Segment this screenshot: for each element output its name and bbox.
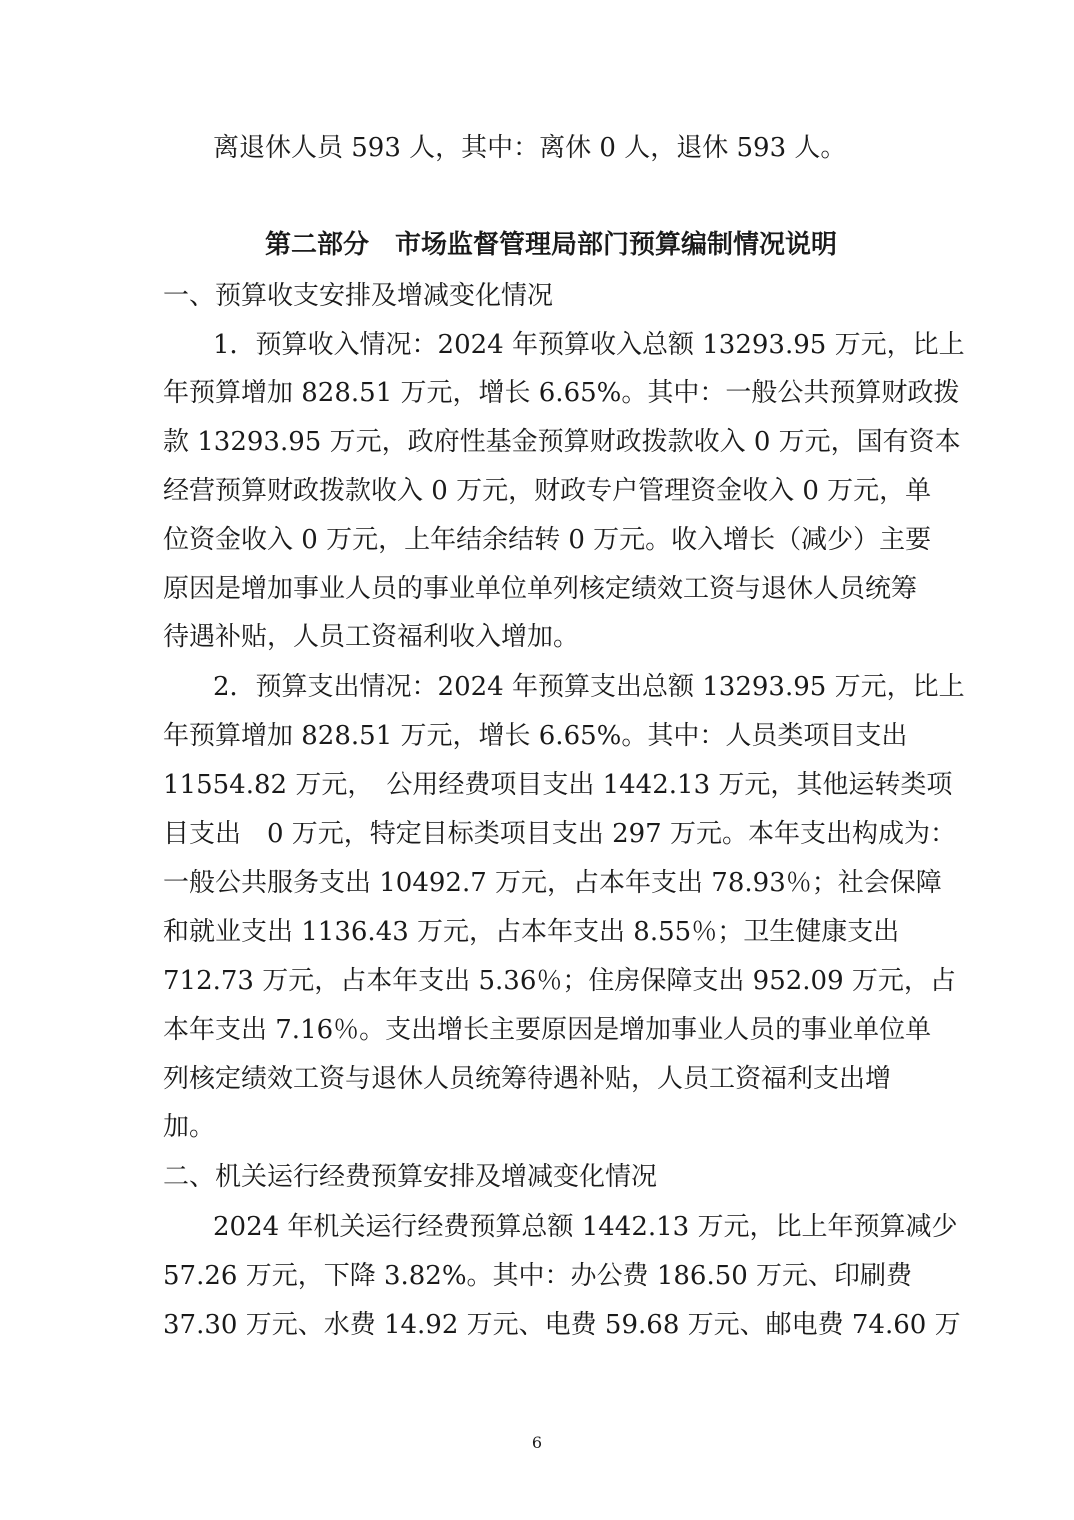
section-2-heading: 二、机关运行经费预算安排及增减变化情况 [163,1162,658,1192]
paragraph-line: 712.73 万元，占本年支出 5.36％；住房保障支出 952.09 万元，占 [163,966,956,996]
paragraph-line: 加。 [163,1112,216,1142]
paragraph-line: 1．预算收入情况：2024 年预算收入总额 13293.95 万元，比上 [213,330,965,360]
paragraph-line: 57.26 万元，下降 3.82%。其中：办公费 186.50 万元、印刷费 [163,1261,913,1291]
paragraph-line: 款 13293.95 万元，政府性基金预算财政拨款收入 0 万元，国有资本 [163,427,961,457]
paragraph-line: 目支出 0 万元，特定目标类项目支出 297 万元。本年支出构成为： [163,819,956,849]
paragraph-line: 待遇补贴，人员工资福利收入增加。 [163,622,580,652]
paragraph-line: 37.30 万元、水费 14.92 万元、电费 59.68 万元、邮电费 74.60 万 [163,1310,961,1340]
section-1-heading: 一、预算收支安排及增减变化情况 [163,281,554,311]
paragraph-line: 位资金收入 0 万元，上年结余结转 0 万元。收入增长（减少）主要 [163,525,932,555]
paragraph-line: 年预算增加 828.51 万元，增长 6.65%。其中：一般公共预算财政拨 [163,378,960,408]
paragraph-line: 本年支出 7.16％。支出增长主要原因是增加事业人员的事业单位单 [163,1015,932,1045]
paragraph-line: 经营预算财政拨款收入 0 万元，财政专户管理资金收入 0 万元，单 [163,476,932,506]
paragraph-line: 列核定绩效工资与退休人员统筹待遇补贴，人员工资福利支出增 [163,1064,892,1094]
page-number: 6 [531,1433,543,1452]
retirees-line: 离退休人员 593 人，其中：离休 0 人，退休 593 人。 [213,133,847,163]
paragraph-line: 一般公共服务支出 10492.7 万元，占本年支出 78.93％；社会保障 [163,868,942,898]
paragraph-line: 11554.82 万元， 公用经费项目支出 1442.13 万元，其他运转类项 [163,770,953,800]
paragraph-line: 2．预算支出情况：2024 年预算支出总额 13293.95 万元，比上 [213,672,965,702]
part-title: 第二部分 市场监督管理局部门预算编制情况说明 [265,230,838,260]
paragraph-line: 2024 年机关运行经费预算总额 1442.13 万元，比上年预算减少 [213,1212,958,1242]
paragraph-line: 和就业支出 1136.43 万元，占本年支出 8.55％；卫生健康支出 [163,917,900,947]
paragraph-line: 原因是增加事业人员的事业单位单列核定绩效工资与退休人员统筹 [163,574,918,604]
paragraph-line: 年预算增加 828.51 万元，增长 6.65%。其中：人员类项目支出 [163,721,908,751]
